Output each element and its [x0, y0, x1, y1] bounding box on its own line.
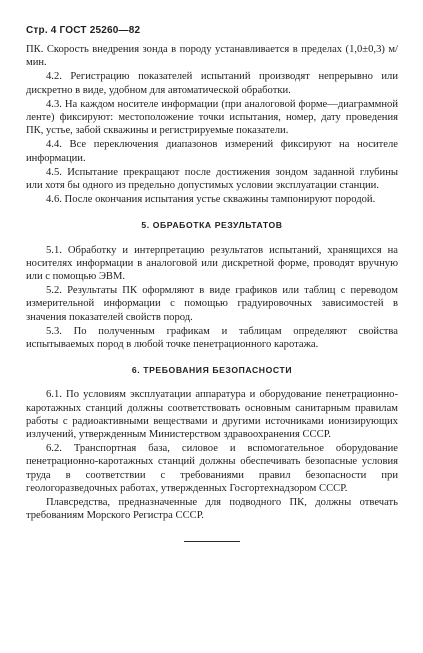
section-5	[26, 219, 398, 351]
section-4-continuation	[26, 70, 398, 206]
paragraph-5-3: 5.3. По полученным графикам и таблицам определяют свойства испытываемых пород в любой точке пенетрационного каротажа.	[26, 325, 398, 351]
paragraph-6-1: 6.1. По условиям эксплуатации аппаратура и оборудование пенетрационно-каротажных станций должны соответствовать основным санитарным правилам работы с радиоактивными веществами и другими источниками ионизирующих излучений, утвержденным Министерством здравоохранения СССР.	[26, 389, 398, 441]
section-6-heading: 6. ТРЕБОВАНИЯ БЕЗОПАСНОСТИ	[131, 365, 293, 376]
document-body	[26, 43, 398, 542]
section-5-heading: 5. ОБРАБОТКА РЕЗУЛЬТАТОВ	[141, 220, 283, 231]
page-header: Стр. 4 ГОСТ 25260—82	[26, 25, 141, 36]
intro-paragraph: ПК. Скорость внедрения зонда в породу устанавливается в пределах (1,0±0,3) м/мин.	[26, 44, 398, 69]
paragraph-5-2: 5.2. Результаты ПК оформляют в виде графиков или таблиц с переводом измерительной информации с помощью градуировочных зависимостей в значения показателей свойств пород.	[26, 285, 398, 323]
section-6	[26, 364, 398, 522]
paragraph-4-5: 4.5. Испытание прекращают после достижения зондом заданной глубины или хотя бы одного из предельно допустимых условии эксплуатации станции.	[26, 166, 398, 192]
paragraph-4-3: 4.3. На каждом носителе информации (при аналоговой форме—диаграммной ленте) фиксируют: местоположение точки испытания, номер, дату проведения ПК, устье, забой скважины и регистрируемые показатели.	[26, 98, 398, 137]
paragraph-5-1: 5.1. Обработку и интерпретацию результатов испытаний, хранящихся на носителях информации в аналоговой или дискретной форме, проводят вручную или с помощью ЭВМ.	[26, 244, 398, 283]
paragraph-4-4: 4.4. Все переключения диапазонов измерений фиксируют на носителе информации.	[26, 139, 398, 164]
paragraph-vessels: Плавсредства, предназначенные для подводного ПК, должны отвечать требованиям Морского Регистра СССР.	[26, 497, 398, 522]
paragraph-4-6: 4.6. После окончания испытания устье скважины тампонируют породой.	[46, 194, 376, 206]
end-divider	[184, 541, 240, 542]
paragraph-4-2: 4.2. Регистрацию показателей испытаний производят непрерывно или дискретно в виде, удобном для автоматической обработки.	[26, 71, 398, 96]
paragraph-6-2: 6.2. Транспортная база, силовое и вспомогательное оборудование пенетрационно-каротажных станций должны обеспечивать безопасные условия труда в соответствии с требованиями правил безопасности при геологоразведочных работах, утвержденных Госгортехнадзором СССР.	[26, 443, 398, 494]
